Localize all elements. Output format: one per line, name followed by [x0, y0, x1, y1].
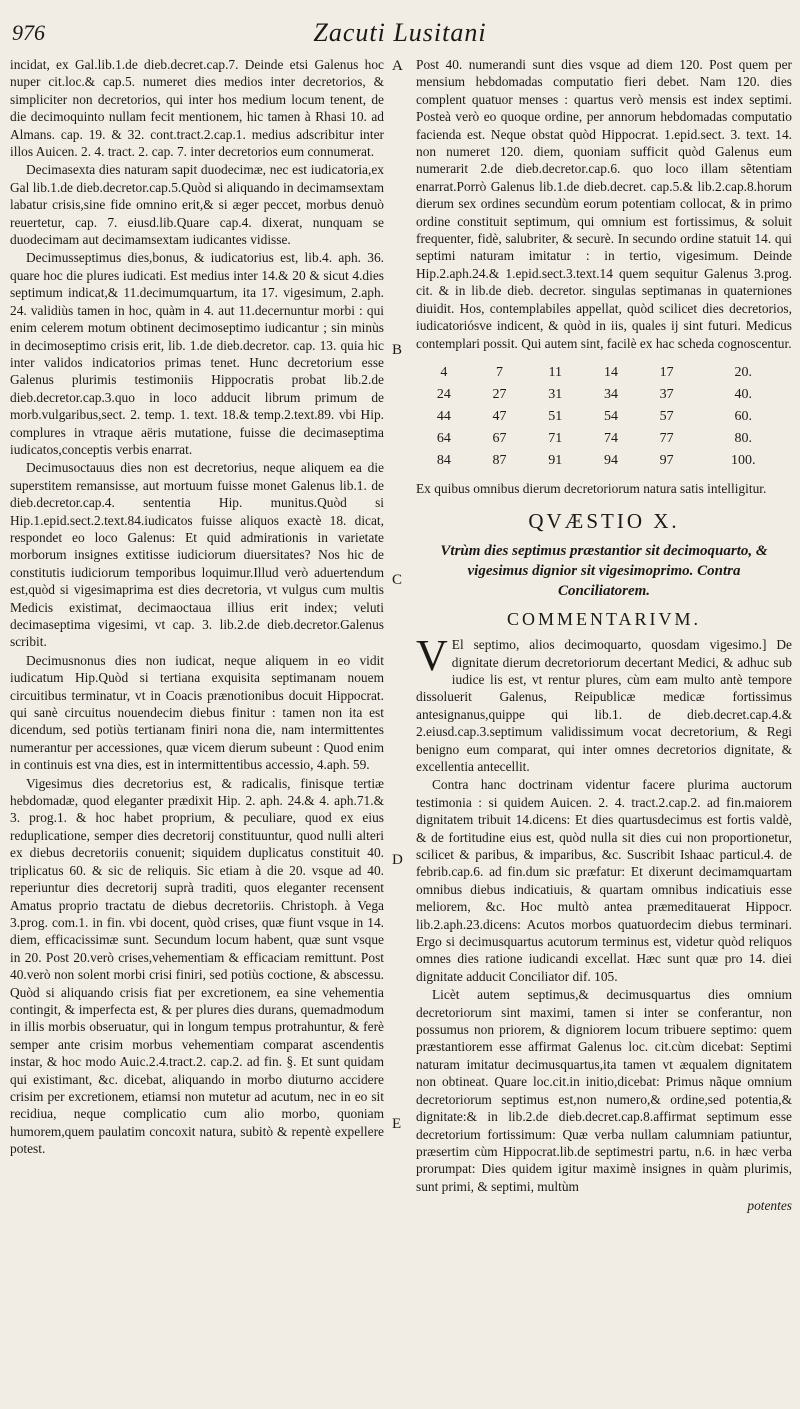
table-cell: 4	[440, 364, 448, 380]
margin-letter-e: E	[392, 1116, 402, 1132]
table-cell: 14	[603, 364, 618, 380]
table-cell: 91	[548, 452, 563, 468]
paragraph: incidat, ex Gal.lib.1.de dieb.decret.cap.7. Deinde etsi Galenus hoc nuper cit.loc.& cap.5. numeret dies medios inter decretorios, & simpliciter non decretorios, qui inter hos medium locum tenent, de die decimoquinto nullam fecit mentionem, hic tamen à Rhasi 10. ad Almans. cap. 19. & 32. cont.tract.2.cap.1. medius adscribitur inter illos Auicen. 2. 4. tract. 2. cap. 7. inter decretorios eum connumerat.	[10, 57, 384, 160]
table-row	[416, 406, 792, 428]
table-cell: 100.	[731, 452, 756, 468]
table-cell: 54	[603, 408, 618, 424]
paragraph-text: El septimo, alios decimoquarto, quosdam vigesimo.] De dignitate dierum decretoriorum decertant Medici, & adhuc sub iudice lis est, vt rentur plures, cùm eam multo antè tempore dissoluerit Galenus, Reipublicæ medicæ fortissimus antesignanus,quippe qui lib.1. de dieb.decret.cap.4.& 2.eiusd.cap.3.septimum validissimum vocat decretorium, & Regi benigno eum comparat, qui inter omnes decretorios dignitate, & excellentia antecellit.	[416, 637, 792, 774]
table-cell: 67	[492, 430, 507, 446]
table-cell: 74	[603, 430, 618, 446]
table-cell: 20.	[734, 364, 752, 380]
table-cell: 40.	[734, 386, 752, 402]
paragraph: Vigesimus dies decretorius est, & radicalis, finisque tertiæ hebdomadæ, quod eleganter prædixit Hip. 2. aph. 24.& 4. aph.71.& 3. prog.1. & hoc habet proprium, & peculiare, quod ex eius reduplicatione, semper dies decretorij constituuntur, quod nulli alteri ex diebus decretoriis conuenit; siquidem duplicatus constituit 40. triplicatus 60. & sic de reliquis. Sic etiam à die 20. vsque ad 40. reperiuntur dies decretorij suprà traditi, quos eleganter recensent Amatus proprio tractatu de diebus decretoriis. Christoph. à Vega 3.prog. com.1. in fin. vbi docent, quòd crises, quæ fiunt vsque in 14. diem, efficacissimæ sunt. Secundum locum habent, quæ sunt vsque in 20. Post 20.verò crises,vehementiam & efficaciam remittunt. Post 40.verò non solent morbi crisi finiri, sed potiùs coctione, & abscessu. Quòd si aliquando crisis fiat per excretionem, ea sine vehementia contingit, & imperfecta est, & per plures dies durans, quemadmodum in illis morbis obseruatur, qui in longum tempus protrahuntur, & ferè semper ante crisim morbus vehementiam comparat ascendentis instar, & hoc modo Auic.2.4.tract.2. cap.2. ad fin. §. Et sunt quidam qui existimant, &c. dicebat, aliquando in morbo diuturno accidere crisim per excretionem, etiamsi non mutetur ad acutum, nec in eo sit recidiua, neque complicatio cum alio morbo, quoniam humorem,quem paulatim concoxit natura, subitò & repentè expellere potest.	[10, 775, 384, 1157]
table-cell: 87	[492, 452, 507, 468]
table-cell: 47	[492, 408, 507, 424]
table-cell: 37	[659, 386, 674, 402]
table-cell: 17	[659, 364, 674, 380]
table-cell: 51	[548, 408, 563, 424]
table-cell: 71	[548, 430, 563, 446]
table-cell: 94	[603, 452, 618, 468]
table-cell: 11	[548, 364, 562, 380]
margin-letter-d: D	[392, 852, 403, 868]
paragraph: Ex quibus omnibus dierum decretoriorum natura satis intelligitur.	[416, 480, 767, 496]
table-cell: 80.	[734, 430, 752, 446]
paragraph: Decimusnonus dies non iudicat, neque aliquem in eo vidit iudicatum Hip.Quòd si tertiana exquisita septimanam nouem circuitibus terminatur, vt in Coacis prænotionibus docuit Hippocrat. qui sanè circuitus nouendecim diebus finitur : tamen non ita est dicendum, sed potiùs tertianam finiri nona die, nam intermittentes numerantur per accessiones, quæ vicem dierum subeunt : Quod enim in continuis est vna dies, est in intermittentibus accessio, 4.aph. 59.	[10, 652, 384, 773]
paragraph: Decimusseptimus dies,bonus, & iudicatorius est, lib.4. aph. 36. quare hoc die plures iudicati. Est medius inter 14.& 20 & sicut 4.dies septimum indicat,& 11.decimumquartum, ita 17. vigesimum, 2.aph. 24. validiùs tamen in hoc, quàm in 4. aut 11.decernuntur morbi : qui enim celerem motum obtinent decimoseptimo iudicantur ; sin minùs in decimoseptimo crisis erit, lib. 1.de dieb.decretor. cap. 13. quia hic inter validos indicatorios primas tenet. Hunc decretorium esse Galenus plurimis testimoniis Hippocratis probat lib.2.de dieb.decretor.cap.3.quo in loco adducit librum primum de morb.vulgaribus,sect. 2. temp. 1. text. 18.& temp.2.text.89. vbi Hip. complures in vtraque aëris mutatione, fuisse die decimaseptima iudicatos,conceptis verbis enarrat.	[10, 250, 384, 457]
paragraph: Decimasexta dies naturam sapit duodecimæ, nec est iudicatoria,ex Gal lib.1.de dieb.decretor.cap.5.Quòd si aliquando in decimamsextam labatur crisis,sine fide omnino erit,& si æger peccet, morbus denuò reuertetur, cap. 7. eiusd.lib.Quare cap.4. dixerat, nunquam se duodecimam aut decimamsextam iudicantes vidisse.	[10, 162, 384, 248]
table-row	[416, 384, 792, 406]
right-column	[416, 56, 792, 1215]
table-cell: 34	[603, 386, 618, 402]
table-cell: 60.	[734, 408, 752, 424]
paragraph: Contra hanc doctrinam videntur facere plurima auctorum testimonia : si quidem Auicen. 2. 4. tract.2.cap.2. ad fin.maiorem dignitatem tribuit 14.dicens: Et dies quartusdecimus est fortis valdè, & de fortitudine eius est, quòd nulla sit dies cui non proportionetur, scilicet & paribus, & imparibus, &c. Suscribit Ishaac particul.4. de febrib.cap.6. ad fin.dum sic præfatur: Et dixerunt decimamquartam omnibus diebus indicatiuis, & quartam omnibus indicatiuis esse meliorem, &c. Hoc multò antea præmeditauerat Hippocr. lib.2.aph.23.dicens: Acutos morbos quatuordecim diebus terminari. Ergo si decimusquartus acutorum terminus est, videtur quòd reliquos omnes dies ratione iudicandi excellat. Hæc sunt quæ pro 14. diei dignitate adducit Conciliator dif. 105.	[416, 777, 792, 984]
margin-letter-c: C	[392, 572, 403, 588]
paragraph: Licèt autem septimus,& decimusquartus dies omnium decretoriorum sint maximi, tamen si inter se conferantur, non possumus non priorem, & digniorem locum tribuere septimo: quem præstantiorem esse affirmat Galenus loc. cit.cùm dicebat: Septimi naturam imitatur decimusquartus,ita tamen vt æqualem dignitatem non obtineat. Quare loc.cit.in initio,dicebat: Primus nãque omnium decretoriorum septimus est,non numero,& ordine,sed potentia,& dignitate:& in lib.2.de dieb.decret.cap.8.affirmat septimum esse decretorium fortissimum: Quæ verba nullam calumniam patiuntur, præsertim cùm Hippocrat.lib.de septimestri partu, n.6. in hæc verba prorumpat: Dies quidem igitur maximè insignes in quàm plurimis, sunt primi, & septimi, multùm	[416, 987, 792, 1194]
table-cell: 97	[659, 452, 674, 468]
table-row	[416, 428, 792, 450]
paragraph: Decimusoctauus dies non est decretorius, neque aliquem ea die superstitem remansisse, aut mortuum fuisse monet Galenus lib.1. de dieb.decretor.cap.4. sententia Hip. munitus.Quòd si Hip.1.epid.sect.2.text.84.iudicatos fuisse aliquos exactè 18. dicat, respondet eo loco Galenus: Et quid admirationis in varietate morborum insignes extitisse iudiciorum diuersitates? Nos hic de constitutis iudiciorum temporibus loquimur.Illud verò aduertendum est,quòd si vigesimaprima est dies decretoria, vt vulgus cum multis Medicis existimat, decimaoctaua illius erit index; veluti decimaseptima vigesimi, vt cap. 3. lib.2.de dieb.decretor.Galenus scribit.	[10, 460, 384, 650]
table-cell: 7	[496, 364, 504, 380]
margin-letter-a: A	[392, 58, 403, 74]
paragraph: Post 40. numerandi sunt dies vsque ad diem 120. Post quem per mensium hebdomadas computatio fieri debet. Nam 120. dies complent quatuor menses : quartus verò mensis est index septimi. Posteà verò eo quoque ordine, per annorum hebdomadas computatio facienda est. Neque obstat quòd Hippocrat. 1.epid.sect. 3. text. 14. non numeret 120. diem, quoniam sufficit quòd Galenus eum numerarit 2.de dieb.decretor.cap.6. quo loco illam sẽtentiam enarrat.Porrò Galenus lib.1.de dieb.decret. cap.5.& lib.2.cap.8.horum dierum sex ordines secundùm eorum potentiam collocat, & in primo ordine constituit septimum, qui omnium est fortissimus, & soluit frequenter, fidè, salubriter, & securè. In secundo ordine statuit 14. qui septimi naturam imitatur : in tertio, vigesimum. Deinde Hip.2.aph.24.& 1.epid.sect.3.text.14 quem sequitur Galenus 3.prog. cit. & in lib.de dieb. decretor. singulas septimanas in quaterniones diuidit. Hos, contemplabiles appellat, quòd scilicet dies decretorios, iudicatoriósve indicent, & quòd in iis, quales ij sint futuri. Medicus contemplari possit. Qui autem sint, facilè ex hac scheda cognoscentur.	[416, 57, 792, 351]
catchword: potentes	[747, 1198, 792, 1214]
page-header	[8, 18, 792, 52]
question-title: QVÆSTIO X.	[528, 509, 680, 534]
table-cell: 77	[659, 430, 674, 446]
table-cell: 44	[436, 408, 451, 424]
table-cell: 31	[548, 386, 563, 402]
page-number: 976	[12, 20, 45, 45]
table-cell: 64	[436, 430, 451, 446]
table-row	[416, 362, 792, 384]
decretory-days-table	[416, 362, 792, 472]
table-cell: 84	[436, 452, 451, 468]
question-subtitle: Vtrùm dies septimus præstantior sit decimoquarto, & vigesimus dignior sit vigesimoprimo. Contra Conciliatorem.	[440, 542, 768, 599]
table-cell: 24	[436, 386, 451, 402]
margin-letter-b: B	[392, 342, 403, 358]
left-column	[10, 56, 384, 1159]
paragraph-dropcap	[416, 631, 792, 775]
table-row	[416, 450, 792, 472]
drop-cap: V	[416, 631, 448, 681]
table-cell: 57	[659, 408, 674, 424]
running-title: Zacuti Lusitani	[313, 18, 487, 47]
table-cell: 27	[492, 386, 507, 402]
commentary-heading: COMMENTARIVM.	[506, 608, 702, 629]
